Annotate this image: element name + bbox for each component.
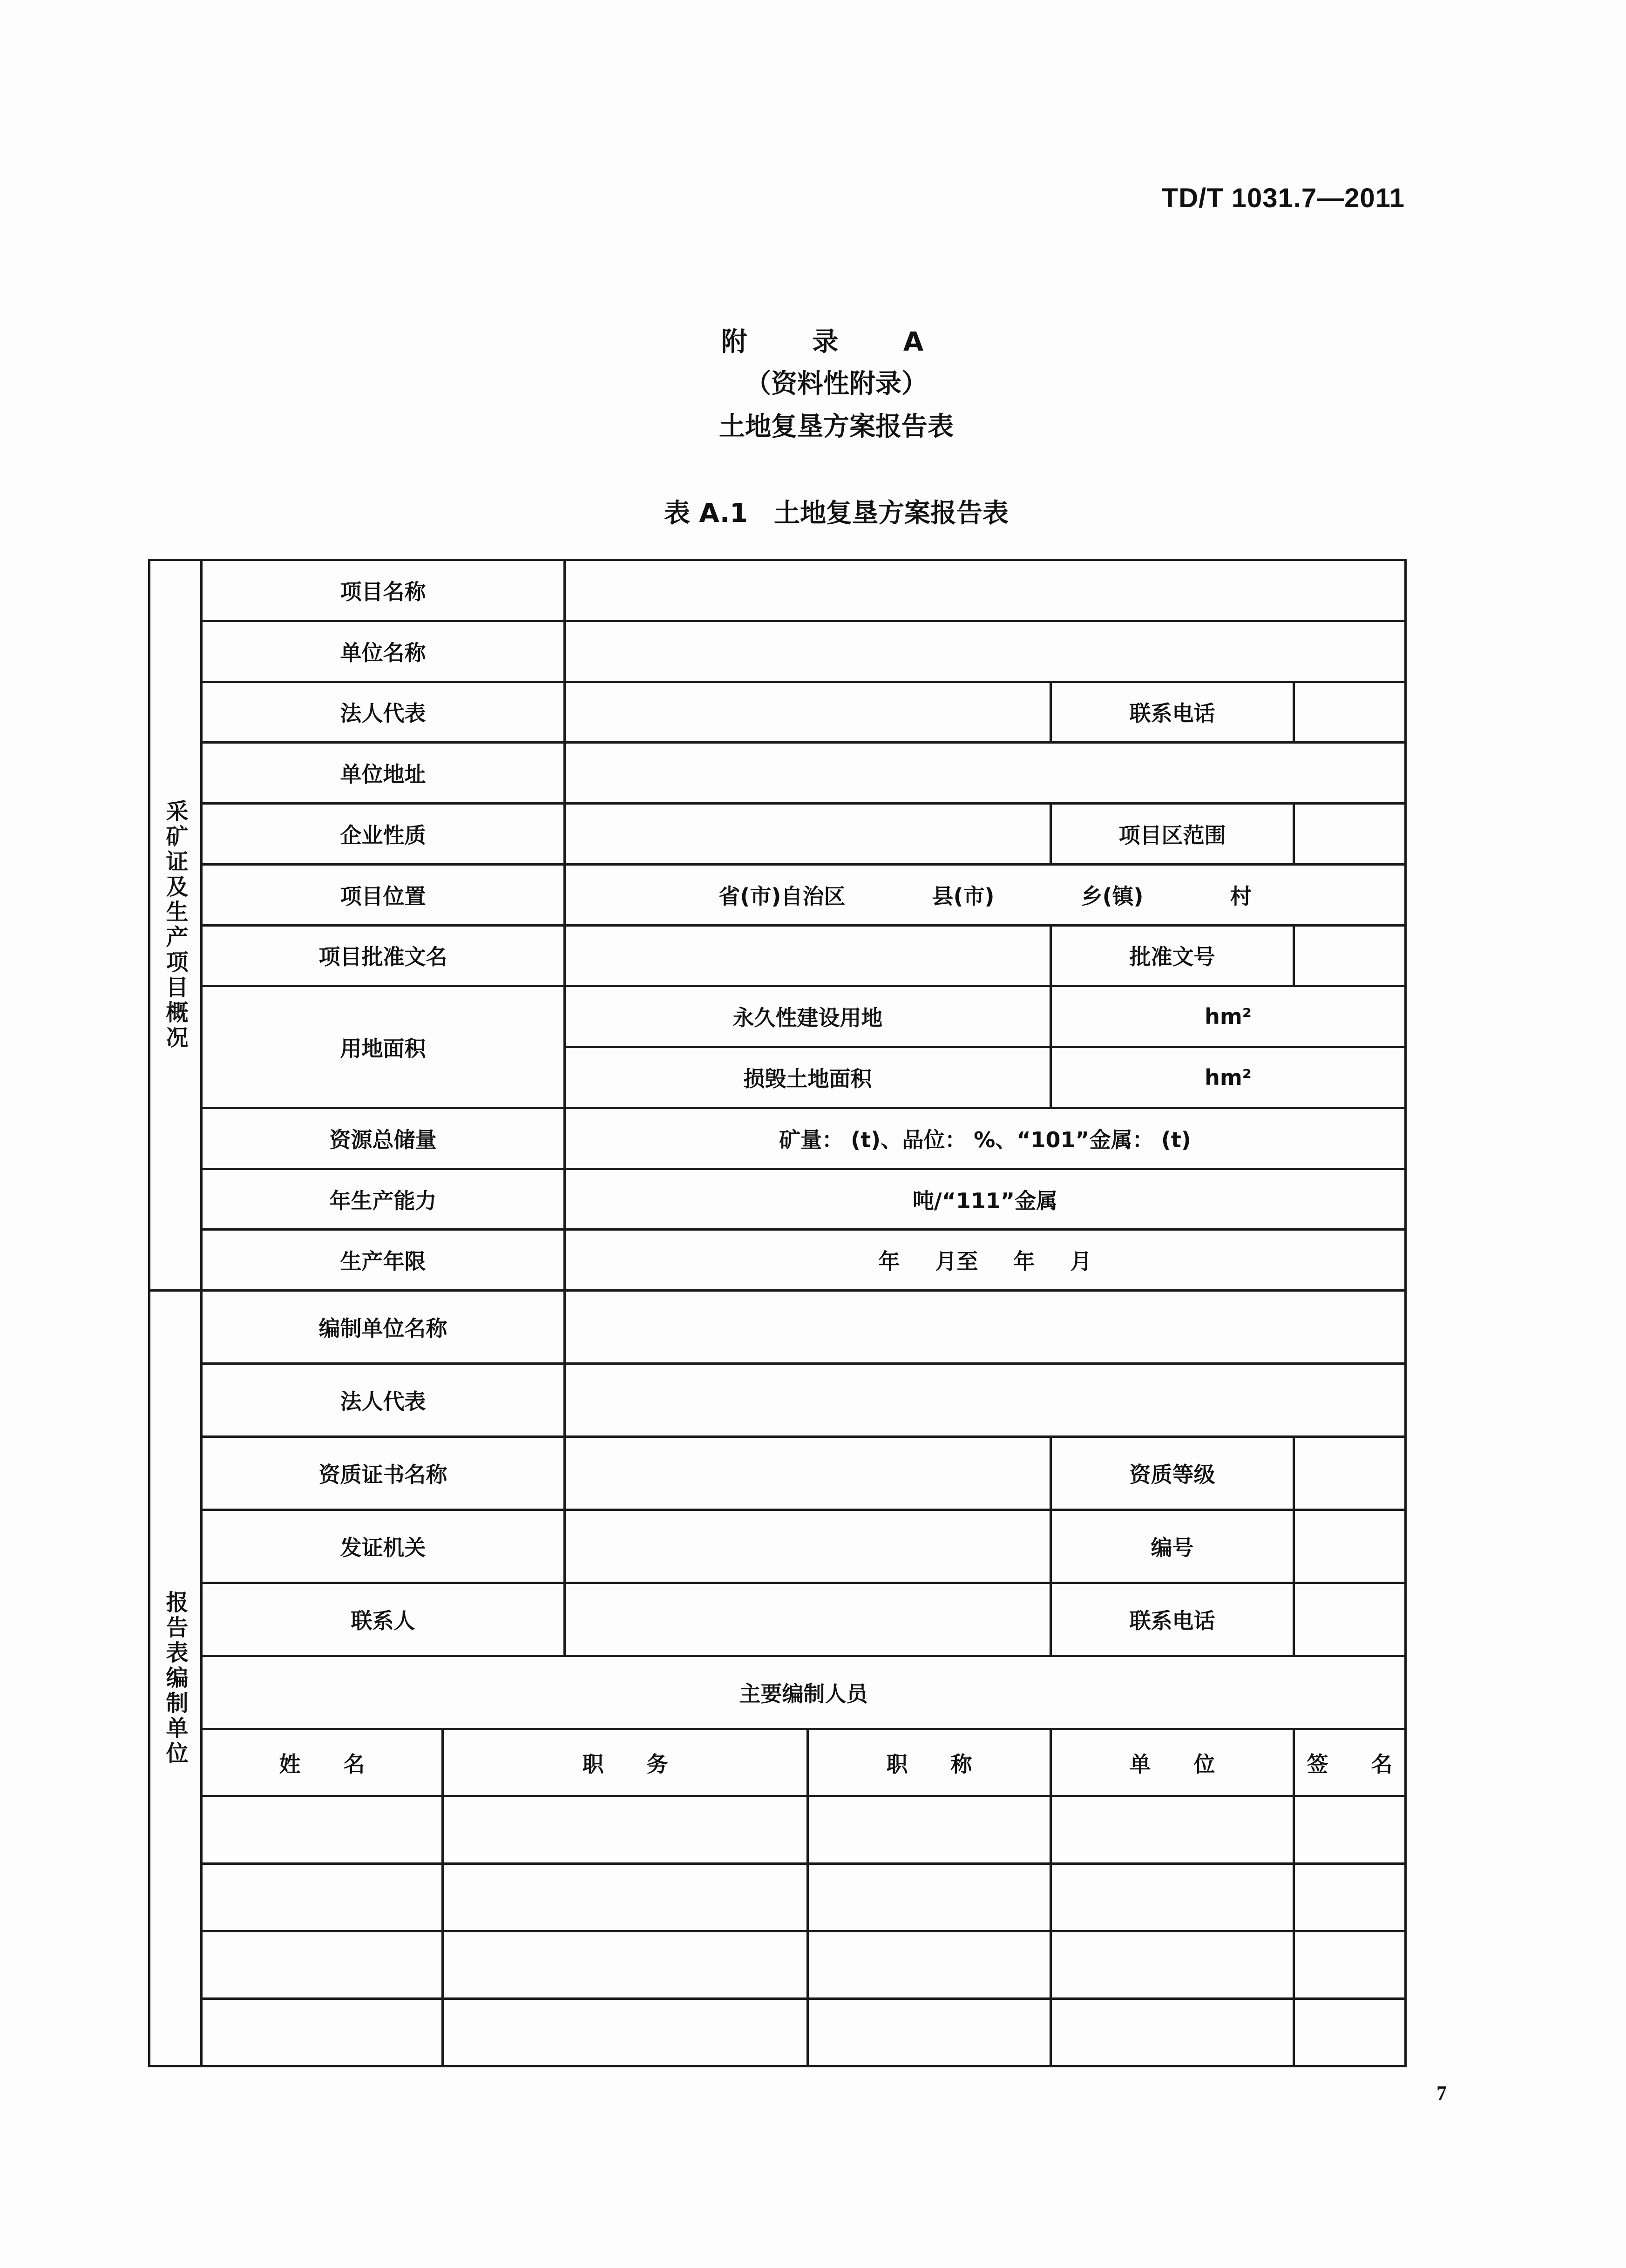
label-damaged-land: 损毁土地面积 <box>565 1047 1051 1108</box>
label-land-area: 用地面积 <box>202 986 565 1108</box>
col-header-title: 职 称 <box>808 1729 1051 1796</box>
value-damaged-land[interactable] <box>1051 1047 1406 1108</box>
label-unit-name: 单位名称 <box>202 621 565 682</box>
value-compiler-phone[interactable] <box>1294 1583 1406 1656</box>
staff-sign-cell[interactable] <box>1294 1931 1406 1999</box>
table-caption: 表 A.1 土地复垦方案报告表 <box>664 498 1009 528</box>
staff-title-cell[interactable] <box>808 1931 1051 1999</box>
value-contact[interactable] <box>565 1583 1051 1656</box>
standard-code: TD/T 1031.7—2011 <box>1161 183 1405 213</box>
label-approval-doc-name: 项目批准文名 <box>202 925 565 986</box>
label-legal-rep: 法人代表 <box>202 682 565 743</box>
staff-name-cell[interactable] <box>202 1796 443 1864</box>
staff-post-cell[interactable] <box>443 1796 808 1864</box>
value-phone[interactable] <box>1294 682 1406 743</box>
value-compiler-name[interactable] <box>565 1291 1406 1364</box>
label-permanent-land: 永久性建设用地 <box>565 986 1051 1047</box>
value-enterprise-type[interactable] <box>565 804 1051 865</box>
value-project-area-range[interactable] <box>1294 804 1406 865</box>
location-village: 村 <box>1230 883 1252 909</box>
staff-name-cell[interactable] <box>202 1864 443 1931</box>
appendix-label: 附 录 A <box>721 327 952 357</box>
col-header-sign: 签 名 <box>1294 1729 1406 1796</box>
staff-unit-cell[interactable] <box>1051 1999 1294 2066</box>
label-project-area-range: 项目区范围 <box>1051 804 1294 865</box>
unit-hm2: hm² <box>1205 1004 1252 1029</box>
location-province: 省(市)自治区 <box>718 883 846 909</box>
period-start-year: 年 <box>878 1249 900 1274</box>
label-issuer: 发证机关 <box>202 1510 565 1583</box>
staff-unit-cell[interactable] <box>1051 1931 1294 1999</box>
label-production-period: 生产年限 <box>202 1230 565 1291</box>
label-phone: 联系电话 <box>1051 682 1294 743</box>
label-compiler-legal-rep: 法人代表 <box>202 1364 565 1437</box>
staff-post-cell[interactable] <box>443 1931 808 1999</box>
value-unit-name[interactable] <box>565 621 1406 682</box>
value-issuer[interactable] <box>565 1510 1051 1583</box>
appendix-nature: （资料性附录） <box>745 369 928 399</box>
table-row <box>149 1796 1406 1864</box>
reclamation-report-form <box>148 559 1407 2067</box>
value-cert-grade[interactable] <box>1294 1437 1406 1510</box>
value-number[interactable] <box>1294 1510 1406 1583</box>
staff-sign-cell[interactable] <box>1294 1796 1406 1864</box>
page-number: 7 <box>1436 2082 1447 2105</box>
location-township: 乡(镇) <box>1081 883 1144 909</box>
value-permanent-land[interactable] <box>1051 986 1406 1047</box>
appendix-title: 土地复垦方案报告表 <box>719 412 954 442</box>
period-end-year: 年 <box>1013 1249 1035 1274</box>
value-unit-address[interactable] <box>565 743 1406 804</box>
location-county: 县(市) <box>932 883 995 909</box>
label-main-staff: 主要编制人员 <box>202 1656 1406 1729</box>
label-resources-total: 资源总储量 <box>202 1108 565 1169</box>
staff-unit-cell[interactable] <box>1051 1864 1294 1931</box>
label-cert-grade: 资质等级 <box>1051 1437 1294 1510</box>
staff-title-cell[interactable] <box>808 1999 1051 2066</box>
label-project-location: 项目位置 <box>202 864 565 925</box>
label-unit-address: 单位地址 <box>202 743 565 804</box>
table-row <box>149 1999 1406 2066</box>
staff-name-cell[interactable] <box>202 1999 443 2066</box>
staff-post-cell[interactable] <box>443 1864 808 1931</box>
staff-title-cell[interactable] <box>808 1796 1051 1864</box>
value-legal-rep[interactable] <box>565 682 1051 743</box>
period-start-month: 月至 <box>935 1249 978 1274</box>
label-project-name: 项目名称 <box>202 560 565 621</box>
col-header-unit: 单 位 <box>1051 1729 1294 1796</box>
value-resources-total[interactable]: 矿量： (t)、品位： %、“101”金属： (t) <box>565 1108 1406 1169</box>
label-contact: 联系人 <box>202 1583 565 1656</box>
staff-unit-cell[interactable] <box>1051 1796 1294 1864</box>
unit-hm2: hm² <box>1205 1065 1252 1090</box>
period-end-month: 月 <box>1070 1249 1092 1274</box>
label-cert-name: 资质证书名称 <box>202 1437 565 1510</box>
staff-title-cell[interactable] <box>808 1864 1051 1931</box>
section-label-mining-overview: 采矿证及生产项目概况 <box>149 560 202 1291</box>
value-approval-doc-no[interactable] <box>1294 925 1406 986</box>
label-number: 编号 <box>1051 1510 1294 1583</box>
value-project-location[interactable] <box>565 864 1406 925</box>
staff-name-cell[interactable] <box>202 1931 443 1999</box>
staff-sign-cell[interactable] <box>1294 1864 1406 1931</box>
section-label-report-compiler: 报告表编制单位 <box>149 1291 202 2066</box>
staff-post-cell[interactable] <box>443 1999 808 2066</box>
value-approval-doc-name[interactable] <box>565 925 1051 986</box>
label-enterprise-type: 企业性质 <box>202 804 565 865</box>
value-cert-name[interactable] <box>565 1437 1051 1510</box>
value-production-period[interactable] <box>565 1230 1406 1291</box>
value-annual-capacity[interactable]: 吨/“111”金属 <box>565 1169 1406 1230</box>
col-header-post: 职 务 <box>443 1729 808 1796</box>
label-annual-capacity: 年生产能力 <box>202 1169 565 1230</box>
label-compiler-name: 编制单位名称 <box>202 1291 565 1364</box>
label-compiler-phone: 联系电话 <box>1051 1583 1294 1656</box>
col-header-name: 姓 名 <box>202 1729 443 1796</box>
label-approval-doc-no: 批准文号 <box>1051 925 1294 986</box>
value-project-name[interactable] <box>565 560 1406 621</box>
table-row <box>149 1864 1406 1931</box>
table-row <box>149 1931 1406 1999</box>
staff-sign-cell[interactable] <box>1294 1999 1406 2066</box>
value-compiler-legal-rep[interactable] <box>565 1364 1406 1437</box>
